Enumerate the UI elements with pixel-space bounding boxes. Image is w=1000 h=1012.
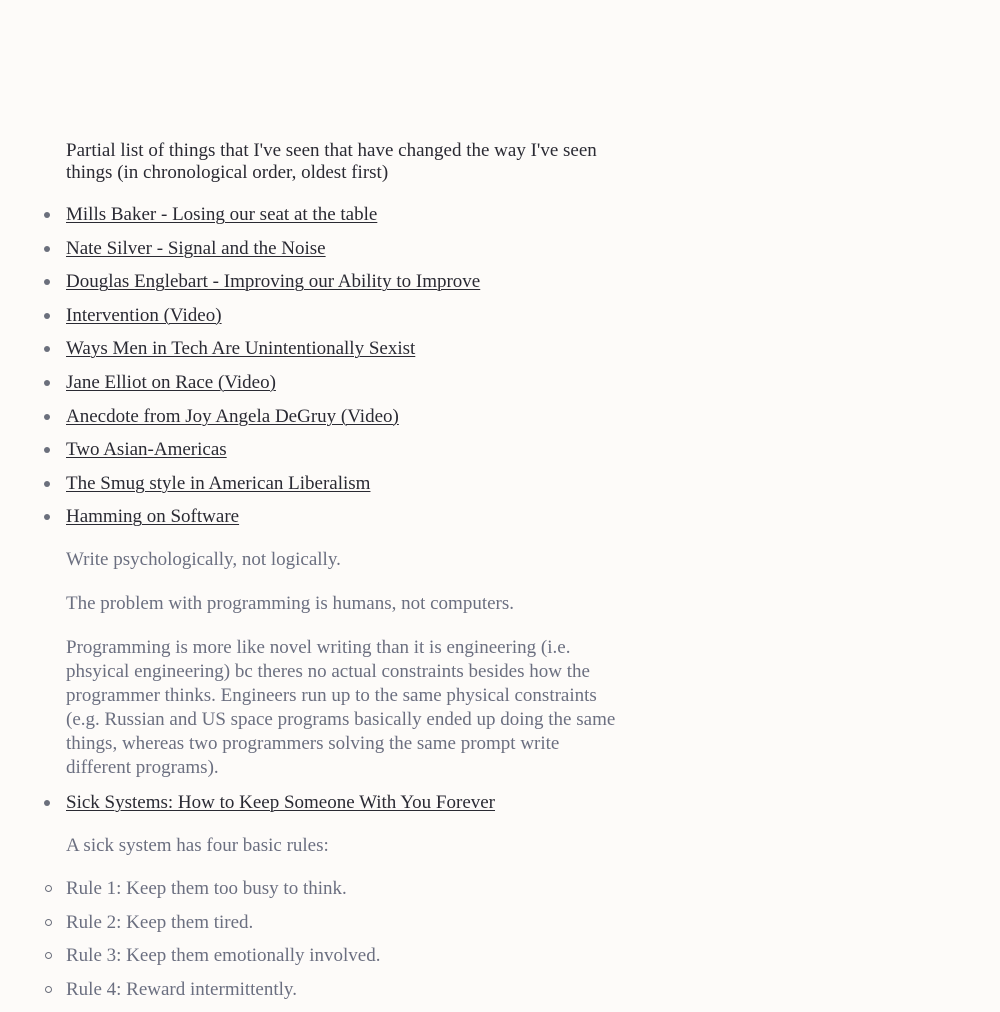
rule-item <box>66 878 626 900</box>
link-intervention[interactable]: Intervention (Video) <box>66 304 222 326</box>
hamming-note: The problem with programming is humans, not computers. <box>66 593 515 615</box>
bullet-disc-icon <box>44 800 50 806</box>
intro-paragraph: Partial list of things that I've seen that have changed the way I've seen things (in chronological order, oldest first) <box>66 140 597 183</box>
link-joy-degruy[interactable]: Anecdote from Joy Angela DeGruy (Video) <box>66 405 399 427</box>
link-mills-baker[interactable]: Mills Baker - Losing our seat at the table <box>66 204 378 225</box>
rules-list <box>66 878 626 1001</box>
list-item <box>66 439 626 461</box>
bullet-disc-icon <box>44 380 50 386</box>
rule-text: Rule 4: Reward intermittently. <box>66 978 297 1000</box>
list-item <box>66 372 626 394</box>
link-sick-systems[interactable]: Sick Systems: How to Keep Someone With You Forever <box>66 791 496 813</box>
list-item <box>66 473 626 495</box>
rule-text: Rule 1: Keep them too busy to think. <box>66 877 347 899</box>
rule-item <box>66 979 626 1001</box>
bullet-disc-icon <box>44 414 50 420</box>
rule-text: Rule 2: Keep them tired. <box>66 911 254 933</box>
rule-item <box>66 945 626 967</box>
list-item <box>66 271 626 293</box>
link-hamming-on-software[interactable]: Hamming on Software <box>66 506 240 528</box>
link-douglas-englebart[interactable]: Douglas Englebart - Improving our Ability to Improve <box>66 271 481 293</box>
list-item <box>66 204 626 226</box>
bullet-circle-icon <box>45 919 52 926</box>
link-smug-style[interactable]: The Smug style in American Liberalism <box>66 472 371 494</box>
rule-item <box>66 912 626 934</box>
bullet-disc-icon <box>44 447 50 453</box>
bullet-disc-icon <box>44 212 50 218</box>
hamming-note: Write psychologically, not logically. <box>66 549 341 571</box>
bullet-disc-icon <box>44 346 50 352</box>
bullet-disc-icon <box>44 313 50 319</box>
list-item <box>66 305 626 327</box>
bullet-disc-icon <box>44 246 50 252</box>
link-nate-silver[interactable]: Nate Silver - Signal and the Noise <box>66 237 326 259</box>
bullet-disc-icon <box>44 481 50 487</box>
list-item <box>66 238 626 260</box>
list-item <box>66 406 626 428</box>
bullet-circle-icon <box>45 952 52 959</box>
hamming-note: Programming is more like novel writing than it is engineering (i.e. phsyical engineering) bc theres no actual constraints besides how the programmer thinks. Engineers run up to the same physical constraints (e.g. Russian and US space programs basically ended up doing the same things, whereas two programmers solving the same prompt write different programs). <box>66 637 616 779</box>
bullet-circle-icon <box>45 986 52 993</box>
bullet-circle-icon <box>45 885 52 892</box>
bullet-disc-icon <box>44 514 50 520</box>
sick-systems-note: A sick system has four basic rules: <box>66 834 329 856</box>
article-content <box>66 140 626 1012</box>
list-item <box>66 338 626 360</box>
link-ways-men-in-tech[interactable]: Ways Men in Tech Are Unintentionally Sexist <box>66 338 416 360</box>
bullet-disc-icon <box>44 279 50 285</box>
list-item-hamming <box>66 506 626 780</box>
rule-text: Rule 3: Keep them emotionally involved. <box>66 945 381 967</box>
list-item-sick-systems <box>66 792 626 1001</box>
link-jane-elliot[interactable]: Jane Elliot on Race (Video) <box>66 371 276 393</box>
link-two-asian-americas[interactable]: Two Asian-Americas <box>66 439 227 461</box>
things-list <box>66 204 626 1001</box>
